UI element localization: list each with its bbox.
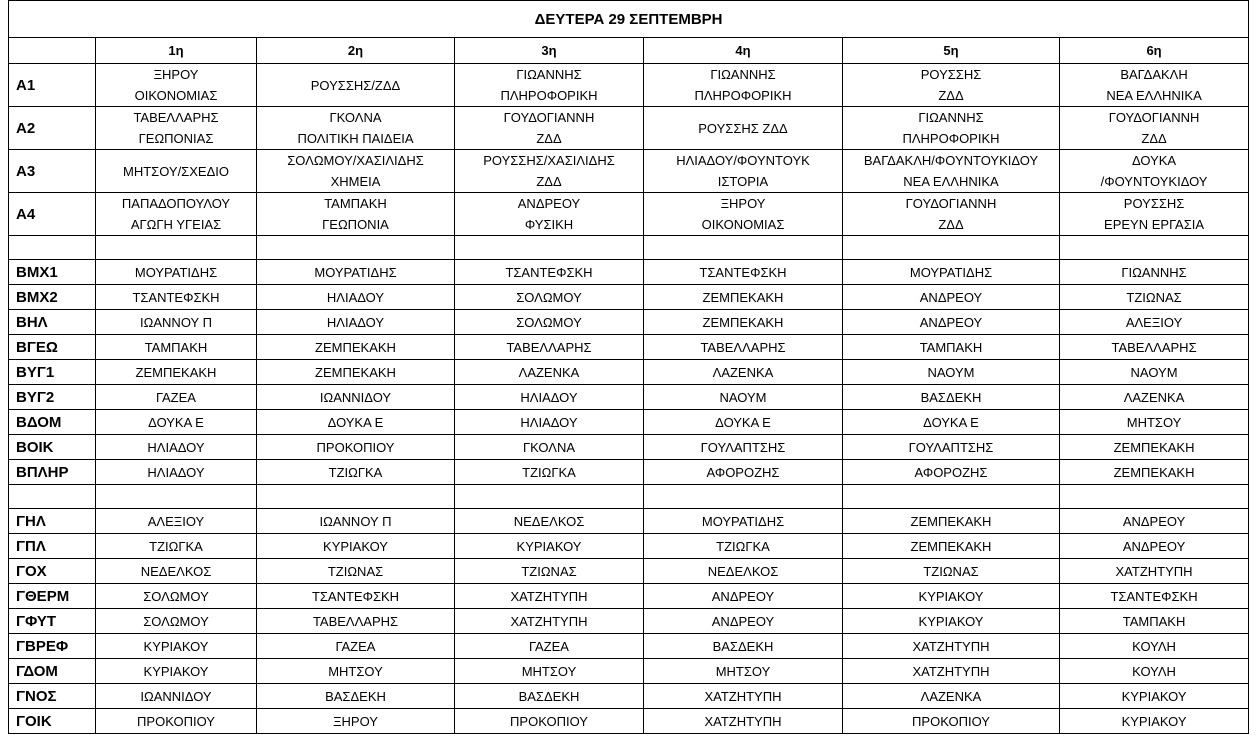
lesson-line: ΡΟΥΣΣΗΣ ΖΔΔ <box>698 120 788 136</box>
class-label[interactable]: ΓΘΕΡΜ <box>9 584 96 609</box>
teacher-cell[interactable]: ΠΡΟΚΟΠΙΟΥ <box>96 709 257 734</box>
lesson-line: ΓΕΩΠΟΝΙΑ <box>322 217 389 232</box>
empty-cell[interactable] <box>257 485 455 509</box>
teacher-cell[interactable]: ΛΑΖΕΝΚΑ <box>1060 385 1249 410</box>
teacher-cell[interactable]: ΜΗΤΣΟΥ <box>455 659 644 684</box>
class-label[interactable]: ΓΗΛ <box>9 509 96 534</box>
lesson-cell[interactable] <box>96 193 257 236</box>
empty-cell[interactable] <box>96 236 257 260</box>
lesson-cell[interactable] <box>96 64 257 107</box>
teacher-cell[interactable]: ΤΖΙΩΝΑΣ <box>1060 285 1249 310</box>
lesson-line: ΓΚΟΛΝΑ <box>329 110 382 125</box>
lesson-line: ΞΗΡΟΥ <box>153 67 199 82</box>
class-label[interactable]: ΒΜΧ2 <box>9 285 96 310</box>
lesson-cell[interactable] <box>96 150 257 193</box>
teacher-cell[interactable]: ΜΟΥΡΑΤΙΔΗΣ <box>257 260 455 285</box>
teacher-cell[interactable]: ΖΕΜΠΕΚΑΚΗ <box>1060 435 1249 460</box>
teacher-cell[interactable]: ΑΛΕΞΙΟΥ <box>96 509 257 534</box>
class-label[interactable]: ΓΔΟΜ <box>9 659 96 684</box>
teacher-cell[interactable]: ΔΟΥΚΑ Ε <box>843 410 1060 435</box>
lesson-cell[interactable] <box>257 64 455 107</box>
teacher-cell[interactable]: ΤΖΙΩΝΑΣ <box>257 559 455 584</box>
teacher-cell[interactable]: ΤΖΙΩΝΑΣ <box>455 559 644 584</box>
schedule-table <box>8 0 1249 734</box>
lesson-line: ΓΟΥΔΟΓΙΑΝΝΗ <box>905 196 997 211</box>
teacher-cell[interactable]: ΓΙΩΑΝΝΗΣ <box>1060 260 1249 285</box>
class-row <box>9 684 1249 709</box>
teacher-cell[interactable]: ΤΣΑΝΤΕΦΣΚΗ <box>257 584 455 609</box>
class-row <box>9 559 1249 584</box>
lesson-line: ΤΑΜΠΑΚΗ <box>324 196 387 211</box>
teacher-cell[interactable]: ΓΑΖΕΑ <box>96 385 257 410</box>
teacher-cell[interactable]: ΤΑΒΕΛΛΑΡΗΣ <box>455 335 644 360</box>
class-row <box>9 64 1249 107</box>
lesson-cell[interactable] <box>644 150 843 193</box>
teacher-cell[interactable]: ΠΡΟΚΟΠΙΟΥ <box>843 709 1060 734</box>
class-label[interactable]: ΒΥΓ2 <box>9 385 96 410</box>
teacher-cell[interactable]: ΒΑΣΔΕΚΗ <box>455 684 644 709</box>
lesson-line: ΓΕΩΠΟΝΙΑΣ <box>138 131 214 146</box>
lesson-cell[interactable] <box>843 64 1060 107</box>
teacher-cell[interactable]: ΒΑΣΔΕΚΗ <box>843 385 1060 410</box>
empty-cell[interactable] <box>1060 485 1249 509</box>
lesson-line: ΖΔΔ <box>938 217 964 232</box>
lesson-cell[interactable] <box>1060 64 1249 107</box>
lesson-line: ΝΕΑ ΕΛΛΗΝΙΚΑ <box>903 174 999 189</box>
lesson-line: ΓΙΩΑΝΝΗΣ <box>516 67 582 82</box>
class-label[interactable]: ΒΓΕΩ <box>9 335 96 360</box>
teacher-cell[interactable]: ΤΣΑΝΤΕΦΣΚΗ <box>96 285 257 310</box>
schedule-sheet <box>8 0 1248 734</box>
lesson-line: ΙΣΤΟΡΙΑ <box>717 174 769 189</box>
spacer-row <box>9 236 1249 260</box>
class-label[interactable]: Α1 <box>9 64 96 107</box>
teacher-cell[interactable]: ΓΑΖΕΑ <box>455 634 644 659</box>
teacher-cell[interactable]: ΧΑΤΖΗΤΥΠΗ <box>455 609 644 634</box>
lesson-cell[interactable] <box>257 150 455 193</box>
class-row <box>9 410 1249 435</box>
empty-cell[interactable] <box>843 236 1060 260</box>
lesson-cell[interactable] <box>1060 193 1249 236</box>
empty-cell[interactable] <box>257 236 455 260</box>
class-label[interactable]: ΒΗΛ <box>9 310 96 335</box>
class-row <box>9 609 1249 634</box>
teacher-cell[interactable]: ΧΑΤΖΗΤΥΠΗ <box>455 584 644 609</box>
teacher-cell[interactable]: ΝΕΔΕΛΚΟΣ <box>644 559 843 584</box>
teacher-cell[interactable]: ΤΑΜΠΑΚΗ <box>843 335 1060 360</box>
teacher-cell[interactable]: ΤΖΙΩΓΚΑ <box>644 534 843 559</box>
lesson-line: ΑΝΔΡΕΟΥ <box>517 196 581 211</box>
teacher-cell[interactable]: ΓΑΖΕΑ <box>257 634 455 659</box>
lesson-line: ΕΡΕΥΝ ΕΡΓΑΣΙΑ <box>1104 217 1205 232</box>
teacher-cell[interactable]: ΓΟΥΛΑΠΤΣΗΣ <box>644 435 843 460</box>
period-header[interactable]: 1η <box>96 38 257 64</box>
lesson-cell[interactable] <box>257 193 455 236</box>
teacher-cell[interactable]: ΤΖΙΩΓΚΑ <box>257 460 455 485</box>
lesson-line: /ΦΟΥΝΤΟΥΚΙΔΟΥ <box>1100 174 1208 189</box>
teacher-cell[interactable]: ΤΑΒΕΛΛΑΡΗΣ <box>1060 335 1249 360</box>
teacher-cell[interactable]: ΚΥΡΙΑΚΟΥ <box>455 534 644 559</box>
teacher-cell[interactable]: ΖΕΜΠΕΚΑΚΗ <box>257 335 455 360</box>
lesson-cell[interactable] <box>96 107 257 150</box>
teacher-cell[interactable]: ΜΟΥΡΑΤΙΔΗΣ <box>644 509 843 534</box>
class-row <box>9 193 1249 236</box>
class-row <box>9 260 1249 285</box>
teacher-cell[interactable]: ΣΟΛΩΜΟΥ <box>96 584 257 609</box>
teacher-cell[interactable]: ΛΑΖΕΝΚΑ <box>644 360 843 385</box>
class-row <box>9 385 1249 410</box>
lesson-line: ΧΗΜΕΙΑ <box>330 174 381 189</box>
teacher-cell[interactable]: ΗΛΙΑΔΟΥ <box>455 385 644 410</box>
teacher-cell[interactable]: ΚΥΡΙΑΚΟΥ <box>96 634 257 659</box>
class-label[interactable]: ΒΠΛΗΡ <box>9 460 96 485</box>
teacher-cell[interactable]: ΛΑΖΕΝΚΑ <box>843 684 1060 709</box>
teacher-cell[interactable]: ΜΟΥΡΑΤΙΔΗΣ <box>843 260 1060 285</box>
class-row <box>9 150 1249 193</box>
period-header[interactable]: 6η <box>1060 38 1249 64</box>
empty-cell[interactable] <box>96 485 257 509</box>
class-row <box>9 285 1249 310</box>
teacher-cell[interactable]: ΝΑΟΥΜ <box>644 385 843 410</box>
teacher-cell[interactable]: ΝΑΟΥΜ <box>843 360 1060 385</box>
teacher-cell[interactable]: ΠΡΟΚΟΠΙΟΥ <box>455 709 644 734</box>
lesson-line: ΠΑΠΑΔΟΠΟΥΛΟΥ <box>121 196 231 211</box>
lesson-line: ΞΗΡΟΥ <box>720 196 766 211</box>
teacher-cell[interactable]: ΚΥΡΙΑΚΟΥ <box>843 609 1060 634</box>
class-row <box>9 310 1249 335</box>
lesson-line: ΝΕΑ ΕΛΛΗΝΙΚΑ <box>1106 88 1202 103</box>
teacher-cell[interactable]: ΙΩΑΝΝΟΥ Π <box>257 509 455 534</box>
lesson-cell[interactable] <box>843 193 1060 236</box>
teacher-cell[interactable]: ΗΛΙΑΔΟΥ <box>96 435 257 460</box>
teacher-cell[interactable]: ΝΕΔΕΛΚΟΣ <box>96 559 257 584</box>
class-label[interactable]: ΒΜΧ1 <box>9 260 96 285</box>
lesson-line: ΓΙΩΑΝΝΗΣ <box>710 67 776 82</box>
empty-cell[interactable] <box>644 485 843 509</box>
lesson-cell[interactable] <box>843 150 1060 193</box>
teacher-cell[interactable]: ΚΥΡΙΑΚΟΥ <box>1060 709 1249 734</box>
lesson-cell[interactable] <box>644 193 843 236</box>
lesson-line: ΟΙΚΟΝΟΜΙΑΣ <box>134 88 218 103</box>
teacher-cell[interactable]: ΖΕΜΠΕΚΑΚΗ <box>843 534 1060 559</box>
class-row <box>9 435 1249 460</box>
teacher-cell[interactable]: ΚΥΡΙΑΚΟΥ <box>843 584 1060 609</box>
empty-cell[interactable] <box>644 236 843 260</box>
lesson-cell[interactable] <box>644 64 843 107</box>
class-label[interactable]: ΓΒΡΕΦ <box>9 634 96 659</box>
lesson-line: ΑΓΩΓΗ ΥΓΕΙΑΣ <box>130 217 222 232</box>
teacher-cell[interactable]: ΤΖΙΩΝΑΣ <box>843 559 1060 584</box>
teacher-cell[interactable]: ΜΟΥΡΑΤΙΔΗΣ <box>96 260 257 285</box>
teacher-cell[interactable]: ΧΑΤΖΗΤΥΠΗ <box>644 684 843 709</box>
teacher-cell[interactable]: ΤΑΜΠΑΚΗ <box>96 335 257 360</box>
teacher-cell[interactable]: ΚΥΡΙΑΚΟΥ <box>1060 684 1249 709</box>
lesson-line: ΠΛΗΡΟΦΟΡΙΚΗ <box>902 131 1000 146</box>
teacher-cell[interactable]: ΖΕΜΠΕΚΑΚΗ <box>644 310 843 335</box>
lesson-line: ΖΔΔ <box>536 174 562 189</box>
spacer-row <box>9 485 1249 509</box>
teacher-cell[interactable]: ΑΦΟΡΟΖΗΣ <box>644 460 843 485</box>
class-row <box>9 659 1249 684</box>
teacher-cell[interactable]: ΙΩΑΝΝΙΔΟΥ <box>257 385 455 410</box>
teacher-cell[interactable]: ΜΗΤΣΟΥ <box>644 659 843 684</box>
teacher-cell[interactable]: ΣΟΛΩΜΟΥ <box>455 285 644 310</box>
teacher-cell[interactable]: ΑΝΔΡΕΟΥ <box>644 609 843 634</box>
lesson-line: ΠΟΛΙΤΙΚΗ ΠΑΙΔΕΙΑ <box>297 131 414 146</box>
lesson-cell[interactable] <box>1060 107 1249 150</box>
lesson-line: ΦΥΣΙΚΗ <box>524 217 574 232</box>
lesson-cell[interactable] <box>455 193 644 236</box>
teacher-cell[interactable]: ΤΑΒΕΛΛΑΡΗΣ <box>644 335 843 360</box>
lesson-line: ΗΛΙΑΔΟΥ/ΦΟΥΝΤΟΥΚ <box>676 153 810 168</box>
teacher-cell[interactable]: ΚΥΡΙΑΚΟΥ <box>257 534 455 559</box>
teacher-cell[interactable]: ΧΑΤΖΗΤΥΠΗ <box>1060 559 1249 584</box>
teacher-cell[interactable]: ΙΩΑΝΝΙΔΟΥ <box>96 684 257 709</box>
teacher-cell[interactable]: ΤΑΒΕΛΛΑΡΗΣ <box>257 609 455 634</box>
lesson-line: ΓΟΥΔΟΓΙΑΝΝΗ <box>503 110 595 125</box>
teacher-cell[interactable]: ΧΑΤΖΗΤΥΠΗ <box>843 634 1060 659</box>
class-row <box>9 335 1249 360</box>
class-label[interactable]: ΒΔΟΜ <box>9 410 96 435</box>
class-label[interactable]: Α4 <box>9 193 96 236</box>
teacher-cell[interactable]: ΣΟΛΩΜΟΥ <box>96 609 257 634</box>
lesson-line: ΜΗΤΣΟΥ/ΣΧΕΔΙΟ <box>123 163 229 179</box>
teacher-cell[interactable]: ΝΑΟΥΜ <box>1060 360 1249 385</box>
period-header[interactable]: 3η <box>455 38 644 64</box>
teacher-cell[interactable]: ΑΦΟΡΟΖΗΣ <box>843 460 1060 485</box>
teacher-cell[interactable]: ΤΑΜΠΑΚΗ <box>1060 609 1249 634</box>
period-header[interactable]: 2η <box>257 38 455 64</box>
empty-cell[interactable] <box>455 485 644 509</box>
class-label[interactable]: ΓΟΙΚ <box>9 709 96 734</box>
teacher-cell[interactable]: ΝΕΔΕΛΚΟΣ <box>455 509 644 534</box>
teacher-cell[interactable]: ΙΩΑΝΝΟΥ Π <box>96 310 257 335</box>
teacher-cell[interactable]: ΤΖΙΩΓΚΑ <box>455 460 644 485</box>
class-label[interactable]: ΒΥΓ1 <box>9 360 96 385</box>
lesson-cell[interactable] <box>644 107 843 150</box>
lesson-cell[interactable] <box>455 150 644 193</box>
class-label[interactable]: ΓΟΧ <box>9 559 96 584</box>
teacher-cell[interactable]: ΤΣΑΝΤΕΦΣΚΗ <box>455 260 644 285</box>
teacher-cell[interactable]: ΑΛΕΞΙΟΥ <box>1060 310 1249 335</box>
teacher-cell[interactable]: ΗΛΙΑΔΟΥ <box>257 285 455 310</box>
empty-cell[interactable] <box>455 236 644 260</box>
lesson-line: ΖΔΔ <box>938 88 964 103</box>
period-header-row <box>9 38 1249 64</box>
teacher-cell[interactable]: ΖΕΜΠΕΚΑΚΗ <box>843 509 1060 534</box>
teacher-cell[interactable]: ΗΛΙΑΔΟΥ <box>96 460 257 485</box>
teacher-cell[interactable]: ΔΟΥΚΑ Ε <box>257 410 455 435</box>
lesson-line: ΖΔΔ <box>536 131 562 146</box>
period-header[interactable]: 5η <box>843 38 1060 64</box>
period-header[interactable]: 4η <box>644 38 843 64</box>
teacher-cell[interactable]: ΚΟΥΛΗ <box>1060 634 1249 659</box>
lesson-cell[interactable] <box>843 107 1060 150</box>
teacher-cell[interactable]: ΑΝΔΡΕΟΥ <box>1060 534 1249 559</box>
lesson-line: ΒΑΓΔΑΚΛΗ <box>1120 67 1188 82</box>
lesson-line: ΠΛΗΡΟΦΟΡΙΚΗ <box>694 88 792 103</box>
teacher-cell[interactable]: ΚΥΡΙΑΚΟΥ <box>96 659 257 684</box>
teacher-cell[interactable]: ΣΟΛΩΜΟΥ <box>455 310 644 335</box>
teacher-cell[interactable]: ΖΕΜΠΕΚΑΚΗ <box>96 360 257 385</box>
class-label[interactable]: Α3 <box>9 150 96 193</box>
lesson-line: ΡΟΥΣΣΗΣ/ΧΑΣΙΛΙΔΗΣ <box>483 153 615 168</box>
teacher-cell[interactable]: ΖΕΜΠΕΚΑΚΗ <box>257 360 455 385</box>
class-row <box>9 634 1249 659</box>
teacher-cell[interactable]: ΒΑΣΔΕΚΗ <box>257 684 455 709</box>
teacher-cell[interactable]: ΧΑΤΖΗΤΥΠΗ <box>644 709 843 734</box>
corner-cell[interactable] <box>9 38 96 64</box>
teacher-cell[interactable]: ΜΗΤΣΟΥ <box>1060 410 1249 435</box>
teacher-cell[interactable]: ΖΕΜΠΕΚΑΚΗ <box>644 285 843 310</box>
teacher-cell[interactable]: ΑΝΔΡΕΟΥ <box>644 584 843 609</box>
class-label[interactable]: ΒΟΙΚ <box>9 435 96 460</box>
teacher-cell[interactable]: ΔΟΥΚΑ Ε <box>96 410 257 435</box>
teacher-cell[interactable]: ΧΑΤΖΗΤΥΠΗ <box>843 659 1060 684</box>
teacher-cell[interactable]: ΑΝΔΡΕΟΥ <box>843 310 1060 335</box>
class-row <box>9 360 1249 385</box>
class-row <box>9 584 1249 609</box>
empty-cell[interactable] <box>1060 236 1249 260</box>
teacher-cell[interactable]: ΗΛΙΑΔΟΥ <box>257 310 455 335</box>
teacher-cell[interactable]: ΑΝΔΡΕΟΥ <box>843 285 1060 310</box>
teacher-cell[interactable]: ΓΟΥΛΑΠΤΣΗΣ <box>843 435 1060 460</box>
class-row <box>9 107 1249 150</box>
class-label[interactable]: Α2 <box>9 107 96 150</box>
empty-cell[interactable] <box>9 236 96 260</box>
teacher-cell[interactable]: ΒΑΣΔΕΚΗ <box>644 634 843 659</box>
lesson-line: ΣΟΛΩΜΟΥ/ΧΑΣΙΛΙΔΗΣ <box>287 153 424 168</box>
teacher-cell[interactable]: ΚΟΥΛΗ <box>1060 659 1249 684</box>
teacher-cell[interactable]: ΜΗΤΣΟΥ <box>257 659 455 684</box>
teacher-cell[interactable]: ΑΝΔΡΕΟΥ <box>1060 509 1249 534</box>
lesson-cell[interactable] <box>455 107 644 150</box>
teacher-cell[interactable]: ΠΡΟΚΟΠΙΟΥ <box>257 435 455 460</box>
empty-cell[interactable] <box>843 485 1060 509</box>
class-row <box>9 534 1249 559</box>
teacher-cell[interactable]: ΤΣΑΝΤΕΦΣΚΗ <box>644 260 843 285</box>
class-label[interactable]: ΓΝΟΣ <box>9 684 96 709</box>
teacher-cell[interactable]: ΤΖΙΩΓΚΑ <box>96 534 257 559</box>
lesson-line: ΓΙΩΑΝΝΗΣ <box>918 110 984 125</box>
lesson-line: ΖΔΔ <box>1141 131 1167 146</box>
lesson-line: ΒΑΓΔΑΚΛΗ/ΦΟΥΝΤΟΥΚΙΔΟΥ <box>863 153 1039 168</box>
lesson-line: ΓΟΥΔΟΓΙΑΝΝΗ <box>1108 110 1200 125</box>
teacher-cell[interactable]: ΔΟΥΚΑ Ε <box>644 410 843 435</box>
lesson-line: ΔΟΥΚΑ <box>1131 153 1177 168</box>
teacher-cell[interactable]: ΖΕΜΠΕΚΑΚΗ <box>1060 460 1249 485</box>
lesson-cell[interactable] <box>455 64 644 107</box>
teacher-cell[interactable]: ΛΑΖΕΝΚΑ <box>455 360 644 385</box>
lesson-line: ΡΟΥΣΣΗΣ <box>920 67 982 82</box>
class-label[interactable]: ΓΦΥΤ <box>9 609 96 634</box>
title-row <box>9 1 1249 38</box>
lesson-cell[interactable] <box>1060 150 1249 193</box>
class-row <box>9 460 1249 485</box>
lesson-cell[interactable] <box>257 107 455 150</box>
lesson-line: ΡΟΥΣΣΗΣ <box>1123 196 1185 211</box>
teacher-cell[interactable]: ΓΚΟΛΝΑ <box>455 435 644 460</box>
lesson-line: ΟΙΚΟΝΟΜΙΑΣ <box>701 217 785 232</box>
teacher-cell[interactable]: ΤΣΑΝΤΕΦΣΚΗ <box>1060 584 1249 609</box>
class-row <box>9 509 1249 534</box>
lesson-line: ΡΟΥΣΣΗΣ/ΖΔΔ <box>310 77 401 93</box>
teacher-cell[interactable]: ΞΗΡΟΥ <box>257 709 455 734</box>
teacher-cell[interactable]: ΗΛΙΑΔΟΥ <box>455 410 644 435</box>
sheet-title[interactable]: ΔΕΥΤΕΡΑ 29 ΣΕΠΤΕΜΒΡΗ <box>9 1 1249 38</box>
lesson-line: ΠΛΗΡΟΦΟΡΙΚΗ <box>500 88 598 103</box>
empty-cell[interactable] <box>9 485 96 509</box>
lesson-line: ΤΑΒΕΛΛΑΡΗΣ <box>133 110 219 125</box>
class-label[interactable]: ΓΠΛ <box>9 534 96 559</box>
class-row <box>9 709 1249 734</box>
